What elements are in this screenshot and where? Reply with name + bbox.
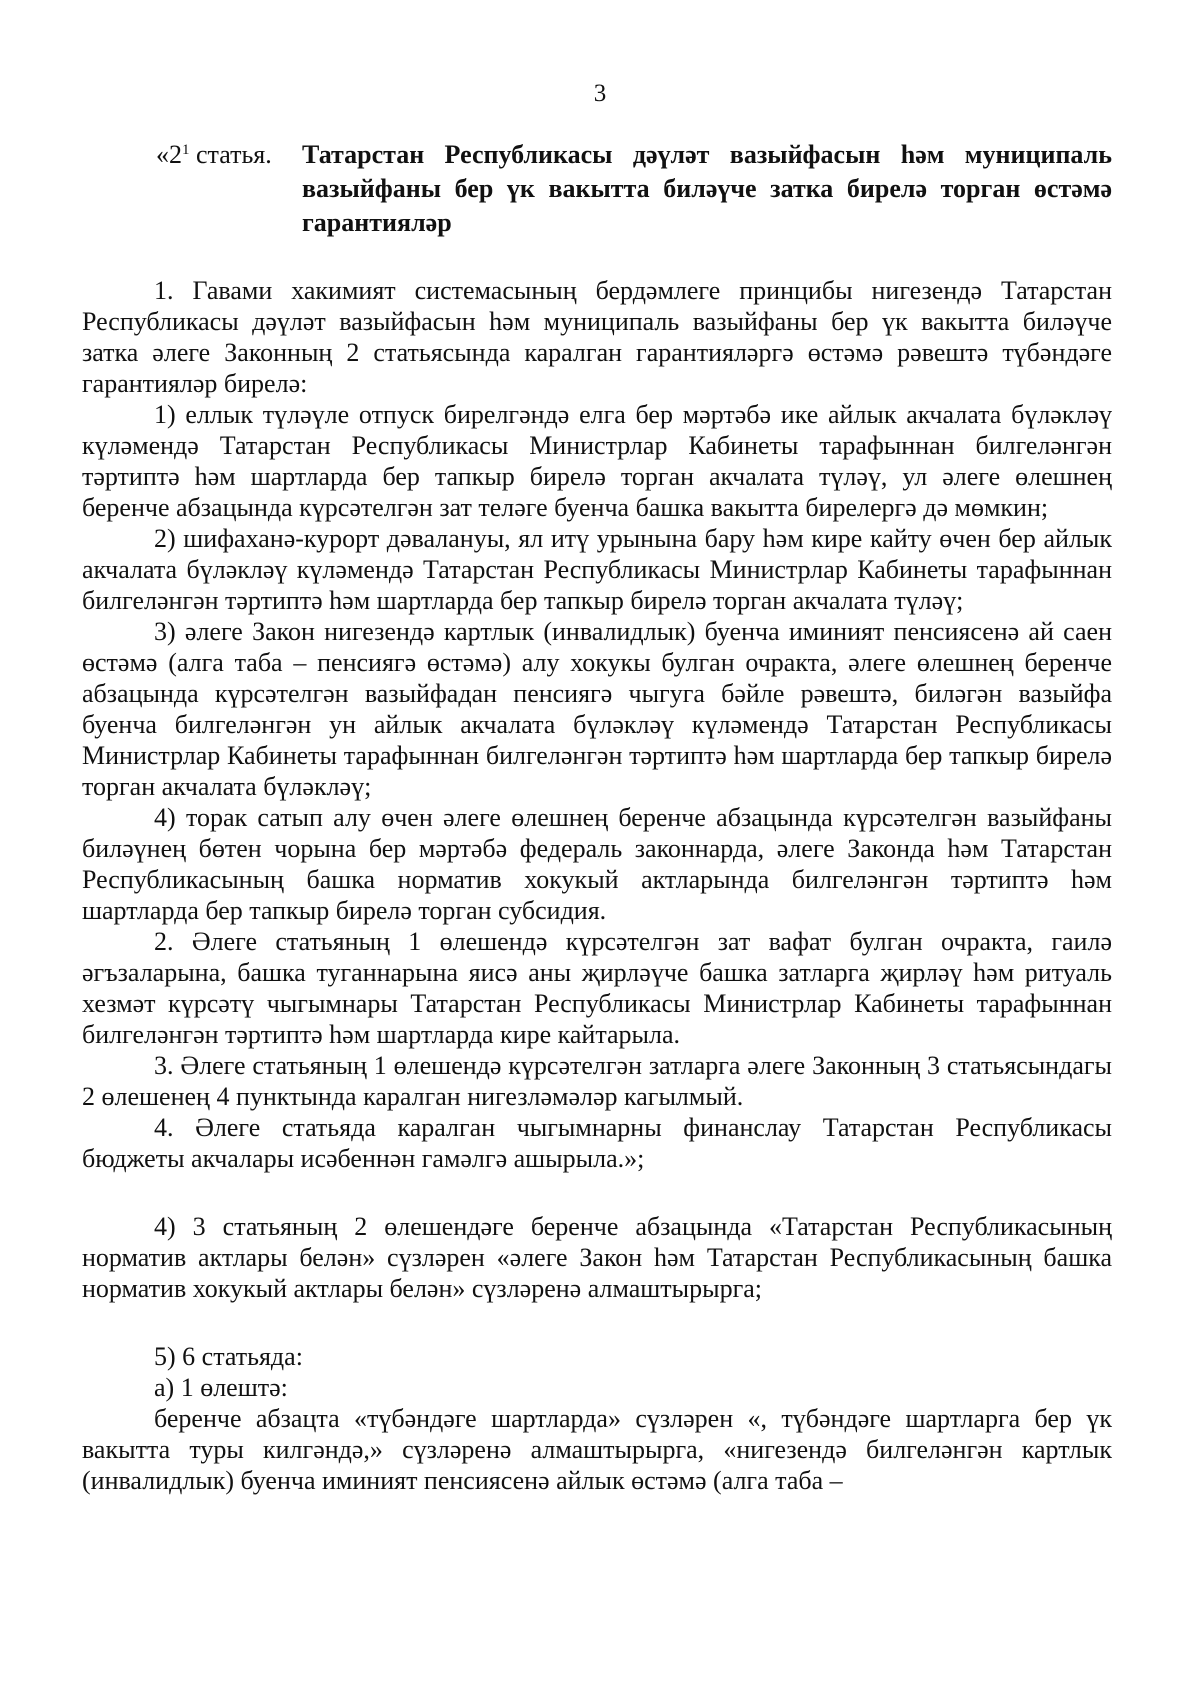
- article-label-superscript: 1: [182, 142, 190, 158]
- paragraph-part-4: 4. Әлеге статьяда каралган чыгымнарны финанслау Татарстан Республикасы бюджеты акчалары исәбеннән гамәлгә ашырыла.»;: [82, 1113, 1112, 1173]
- article-label: [156, 138, 302, 240]
- paragraph-item-2: 2) шифаханә-курорт дәвалануы, ял итү урынына бару һәм кире кайту өчен бер айлык акчалата бүләкләү күләмендә Татарстан Республикасы Министрлар Кабинеты тарафыннан билгеләнгән тәртиптә һәм шартларда бер тапкыр бирелә торган акчалата түләү;: [82, 524, 1112, 615]
- article-label-prefix: «2: [156, 140, 182, 169]
- paragraph-amendment-5: 5) 6 статьяда:: [154, 1342, 303, 1371]
- paragraph-part-3: 3. Әлеге статьяның 1 өлешендә күрсәтелгән затларга әлеге Законның 3 статьясындагы 2 өлешенең 4 пунктында каралган нигезләмәләр кагылмый.: [82, 1051, 1112, 1111]
- page-number: 3: [593, 80, 607, 107]
- article-header: [156, 138, 1112, 240]
- paragraph-first-abzac: беренче абзацта «түбәндәге шартларда» сүзләрен «, түбәндәге шартларга бер үк вакытта туры килгәндә,» сүзләренә алмаштырырга, «нигезендә билгеләнгән картлык (инвалидлык) буенча иминият пенсиясенә айлык өстәмә (алга таба –: [82, 1404, 1112, 1495]
- paragraph-item-3: 3) әлеге Закон нигезендә картлык (инвалидлык) буенча иминият пенсиясенә ай саен өстәмә (алга таба – пенсиягә өстәмә) алу хокукы булган очракта, әлеге өлешнең беренче абзацында күрсәтелгән вазыйфадан пенсиягә чыгуга бәйле рәвештә, биләгән вазыйфа буенча билгеләнгән ун айлык акчалата бүләкләү күләмендә Татарстан Республикасы Министрлар Кабинеты тарафыннан билгеләнгән тәртиптә һәм шартларда бер тапкыр бирелә торган акчалата бүләкләү;: [82, 617, 1112, 801]
- paragraph-part-1: 1. Гавами хакимият системасының бердәмлеге принцибы нигезендә Татарстан Республикасы дәүләт вазыйфасын һәм муниципаль вазыйфаны бер үк вакытта биләүче затка әлеге Законның 2 статьясында каралган гарантияләргә өстәмә рәвештә түбәндәге гарантияләр бирелә:: [82, 276, 1112, 398]
- document-body: [82, 275, 1112, 1496]
- paragraph-item-4: 4) торак сатып алу өчен әлеге өлешнең беренче абзацында күрсәтелгән вазыйфаны биләүнең бөтен чорына бер мәртәбә федераль законнарда, әлеге Законда һәм Татарстан Республикасының башка норматив хокукый актларында билгеләнгән тәртиптә һәм шартларда бер тапкыр бирелә торган субсидия.: [82, 803, 1112, 925]
- paragraph-item-1: 1) еллык түләүле отпуск бирелгәндә елга бер мәртәбә ике айлык акчалата бүләкләү күләмендә Татарстан Республикасы Министрлар Кабинеты тарафыннан билгеләнгән тәртиптә һәм шартларда бер тапкыр бирелә торган акчалата түләү, ул әлеге өлешнең беренче абзацында күрсәтелгән зат теләге буенча башка вакытта бирелергә дә мөмкин;: [82, 400, 1112, 522]
- article-label-suffix: статья.: [189, 140, 272, 169]
- paragraph-part-2: 2. Әлеге статьяның 1 өлешендә күрсәтелгән зат вафат булган очракта, гаилә әгъзаларына, башка туганнарына яисә аны җирләүче башка затларга җирләү һәм ритуаль хезмәт күрсәтү чыгымнары Татарстан Республикасы Министрлар Кабинеты тарафыннан билгеләнгән тәртиптә һәм шартларда кире кайтарыла.: [82, 927, 1112, 1049]
- paragraph-subitem-a: а) 1 өлештә:: [154, 1373, 288, 1402]
- article-title: Татарстан Республикасы дәүләт вазыйфасын һәм муниципаль вазыйфаны бер үк вакытта биләүче затка бирелә торган өстәмә гарантияләр: [302, 140, 1112, 237]
- paragraph-amendment-4: 4) 3 статьяның 2 өлешендәге беренче абзацында «Татарстан Республикасының норматив актлары белән» сүзләрен «әлеге Закон һәм Татарстан Республикасының башка норматив хокукый актлары белән» сүзләренә алмаштырырга;: [82, 1212, 1112, 1303]
